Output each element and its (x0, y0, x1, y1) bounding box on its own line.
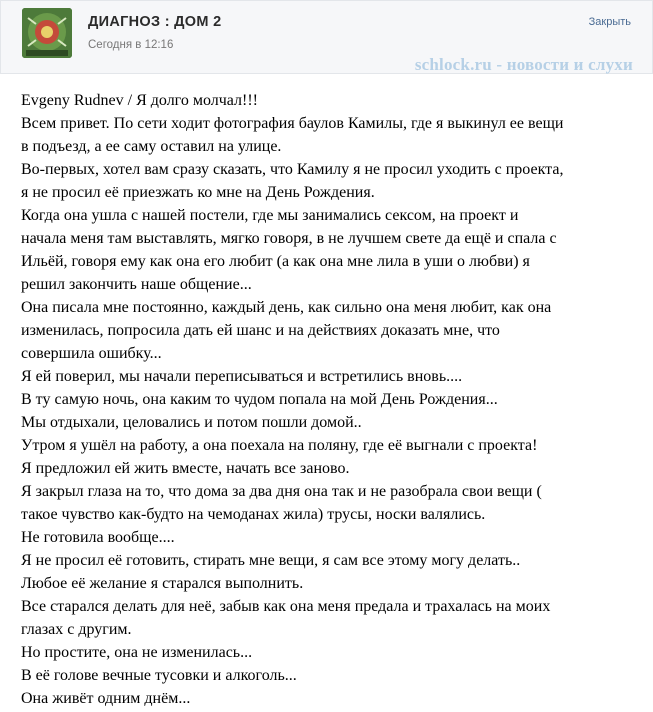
post-line: Мы отдыхали, целовались и потом пошли домой.. (21, 414, 362, 431)
post-line: Не готовила вообще.... (21, 529, 175, 546)
post-line: Я ей поверил, мы начали переписываться и встретились вновь.... (21, 368, 463, 385)
group-title[interactable]: ДИАГНОЗ : ДОМ 2 (88, 14, 222, 30)
post-line: начала меня там выставлять, мягко говоря, в не лучшем свете да ещё и спала с (21, 230, 557, 247)
post-line: совершила ошибку... (21, 345, 162, 362)
post-line: глазах с другим. (21, 621, 132, 638)
post-line: Evgeny Rudnev / Я долго молчал!!! (21, 92, 258, 109)
post-line: Она живёт одним днём... (21, 690, 191, 707)
close-button[interactable]: Закрыть (588, 16, 631, 28)
post-line: Утром я ушёл на работу, а она поехала на поляну, где её выгнали с проекта! (21, 437, 538, 454)
watermark: schlock.ru - новости и слухи (414, 55, 633, 74)
post-line: Ильёй, говоря ему как она его любит (а как она мне лила в уши о любви) я (21, 253, 530, 270)
post-line: В ту самую ночь, она каким то чудом попала на мой День Рождения... (21, 391, 498, 408)
post-line: Но простите, она не изменилась... (21, 644, 253, 661)
post-line: изменилась, попросила дать ей шанс и на действиях доказать мне, что (21, 322, 500, 339)
post-line: Когда она ушла с нашей постели, где мы занимались сексом, на проект и (21, 207, 519, 224)
post-line: такое чувство как-будто на чемоданах жила) трусы, носки валялись. (21, 506, 486, 523)
post-timestamp[interactable]: Сегодня в 12:16 (88, 39, 174, 51)
post-line: Я предложил ей жить вместе, начать все заново. (21, 460, 350, 477)
post-line: Все старался делать для неё, забыв как она меня предала и трахалась на моих (21, 598, 551, 615)
post-header (0, 0, 653, 74)
post-text (21, 89, 641, 710)
post-line: в подъезд, а ее саму оставил на улице. (21, 138, 282, 155)
post-line: Во-первых, хотел вам сразу сказать, что Камилу я не просил уходить с проекта, (21, 161, 564, 178)
post-line: Я не просил её готовить, стирать мне вещи, я сам все этому могу делать.. (21, 552, 521, 569)
post-line: решил закончить наше общение... (21, 276, 252, 293)
group-avatar-icon[interactable] (22, 8, 72, 58)
post-line: В её голове вечные тусовки и алкоголь... (21, 667, 297, 684)
post-line: Всем привет. По сети ходит фотография баулов Камилы, где я выкинул ее вещи (21, 115, 564, 132)
post-line: я не просил её приезжать ко мне на День Рождения. (21, 184, 375, 201)
post-line: Любое её желание я старался выполнить. (21, 575, 304, 592)
post-line: Я закрыл глаза на то, что дома за два дня она так и не разобрала свои вещи ( (21, 483, 542, 500)
avatar-image (22, 8, 72, 58)
post-line: Она писала мне постоянно, каждый день, как сильно она меня любит, как она (21, 299, 552, 316)
